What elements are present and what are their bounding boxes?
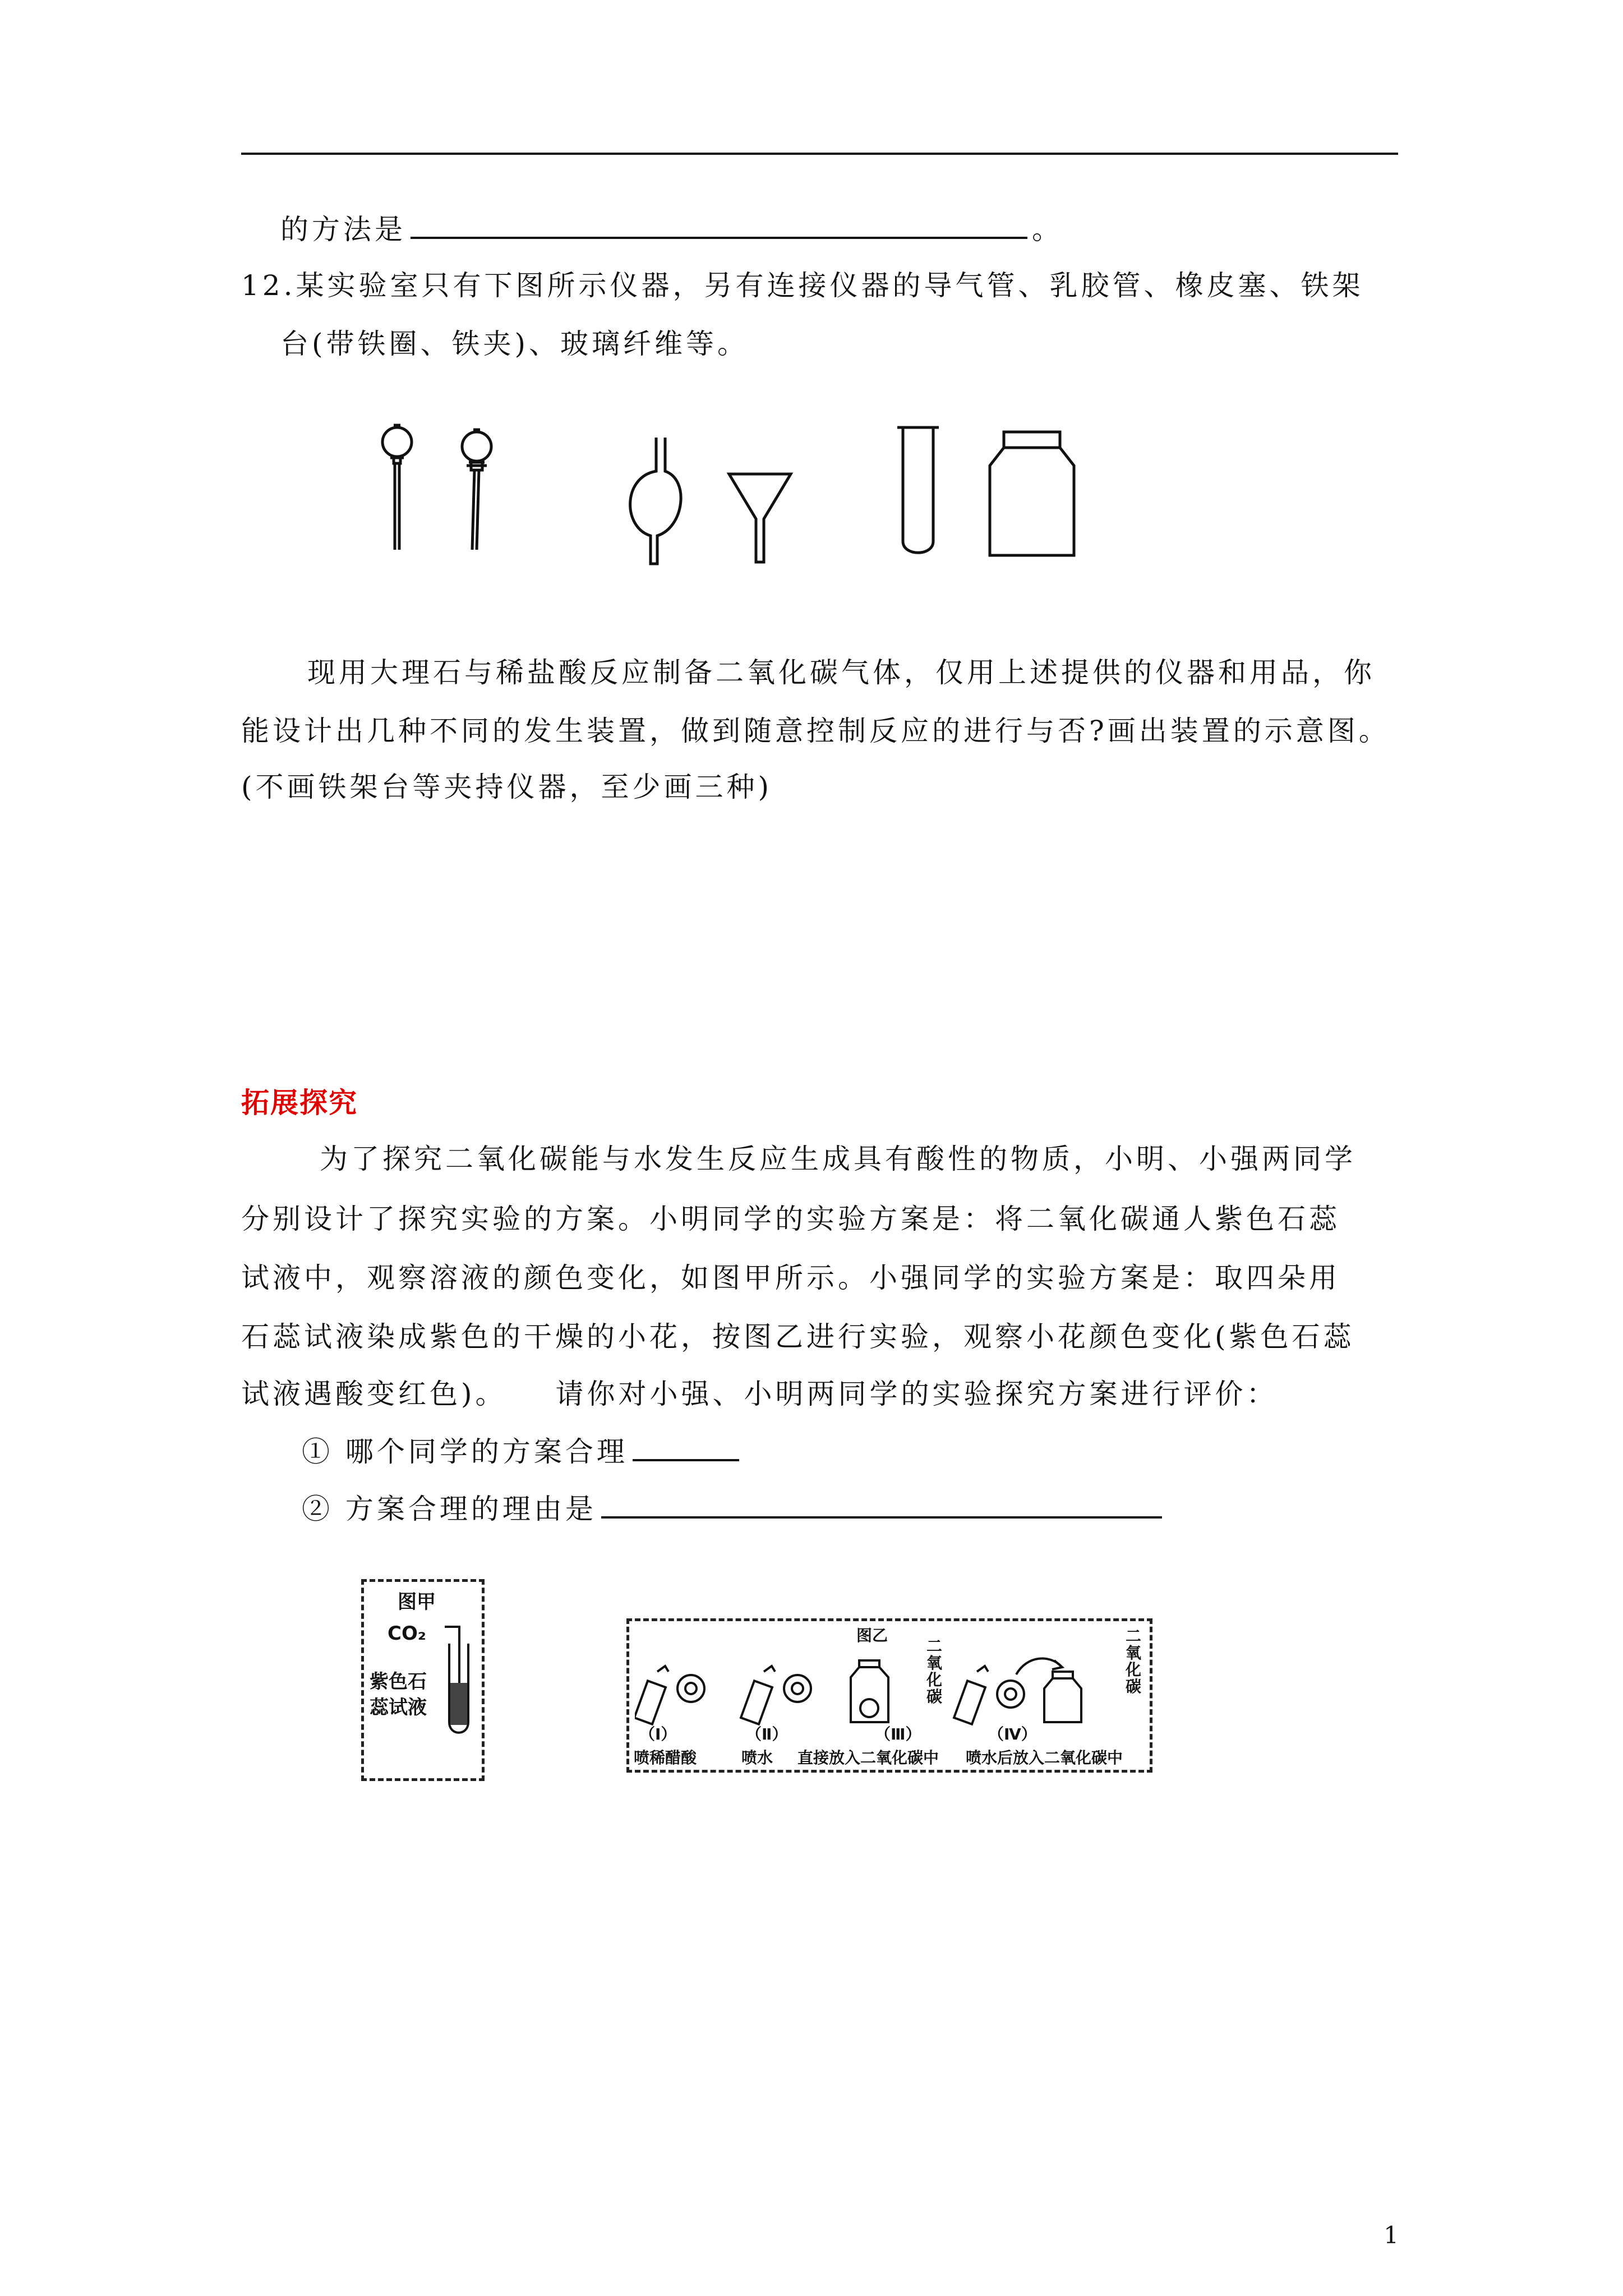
test-tube-with-tube-icon [442,1621,476,1739]
q12-para3: (不画铁架台等夹持仪器，至少画三种) [241,771,773,803]
flower-experiments [635,1649,1140,1728]
flower-icon [997,1681,1024,1708]
q12-para1: 现用大理石与稀盐酸反应制备二氧化碳气体，仅用上述提供的仪器和用品，你 [307,656,1375,689]
q11-prefix: 的方法是 [280,213,406,246]
step-4-caption: 喷水后放入二氧化碳中 [966,1749,1123,1767]
gas-bottle-icon [1044,1672,1081,1722]
explore-line-2: 分别设计了探究实验的方案。小明同学的实验方案是：将二氧化碳通人紫色石蕊 [241,1203,1340,1235]
question-1 [302,1433,744,1470]
separatory-funnel-icon [462,430,491,550]
question-1-text: ① 哪个同学的方案合理 [302,1435,628,1468]
explore-line-3: 试液中，观察溶液的颜色变化，如图甲所示。小强同学的实验方案是：取四朵用 [241,1262,1340,1294]
q11-suffix: 。 [1032,213,1063,246]
figure-jia [361,1579,485,1781]
q12-line1: 12.某实验室只有下图所示仪器，另有连接仪器的导气管、乳胶管、橡皮塞、铁架 [241,269,1364,302]
q11-answer-blank[interactable] [411,212,1027,239]
separatory-funnel-icon [382,425,412,550]
figure-yi-title: 图乙 [856,1626,888,1645]
round-bottom-flask-icon [630,438,681,564]
gas-bottle-icon [851,1660,888,1722]
step-3-num: （Ⅲ） [875,1725,921,1743]
step-4-num: （Ⅳ） [988,1725,1037,1743]
apparatus-figure [359,415,1088,595]
question-2 [302,1490,1166,1527]
litmus-label-1: 紫色石 [370,1671,427,1693]
q12-line2: 台(带铁圈、铁夹)、玻璃纤维等。 [280,328,749,360]
explore-line-4: 石蕊试液染成紫色的干燥的小花，按图乙进行实验，观察小花颜色变化(紫色石蕊 [241,1320,1355,1353]
co2-label: CO₂ [388,1622,426,1645]
explore-line-1: 为了探究二氧化碳能与水发生反应生成具有酸性的物质，小明、小强两同学 [320,1143,1356,1175]
question-2-blank[interactable] [601,1492,1162,1519]
co2-vertical-label-2: 二 氧 化 碳 [1126,1627,1142,1696]
step-3-caption: 直接放入二氧化碳中 [797,1749,939,1767]
section-heading: 拓展探究 [241,1086,358,1119]
spray-bottle-icon [741,1666,775,1724]
q12-para2: 能设计出几种不同的发生装置，做到随意控制反应的进行与否?画出装置的示意图。 [241,715,1390,747]
step-2-caption: 喷水 [741,1749,773,1767]
q11-answer-line [280,211,1063,248]
wide-mouth-bottle-icon [990,432,1074,555]
step-1-caption: 喷稀醋酸 [634,1749,697,1767]
explore-line-5: 试液遇酸变红色)。 请你对小强、小明两同学的实验探究方案进行评价： [241,1378,1278,1410]
flower-icon [784,1675,811,1702]
page-number: 1 [1384,2221,1399,2249]
funnel-icon [729,474,791,562]
question-2-text: ② 方案合理的理由是 [302,1493,597,1525]
step-2-num: （Ⅱ） [746,1725,788,1743]
figure-jia-title: 图甲 [398,1591,436,1613]
spray-bottle-icon [954,1666,988,1724]
test-tube-icon [897,427,939,553]
litmus-label-2: 蕊试液 [370,1696,427,1719]
spray-bottle-icon [635,1666,668,1724]
co2-vertical-label-1: 二 氧 化 碳 [926,1637,943,1706]
step-1-num: （Ⅰ） [639,1725,677,1743]
header-rule [241,153,1398,155]
flower-icon [677,1675,704,1702]
figure-yi [626,1618,1152,1773]
question-1-blank[interactable] [633,1434,739,1461]
